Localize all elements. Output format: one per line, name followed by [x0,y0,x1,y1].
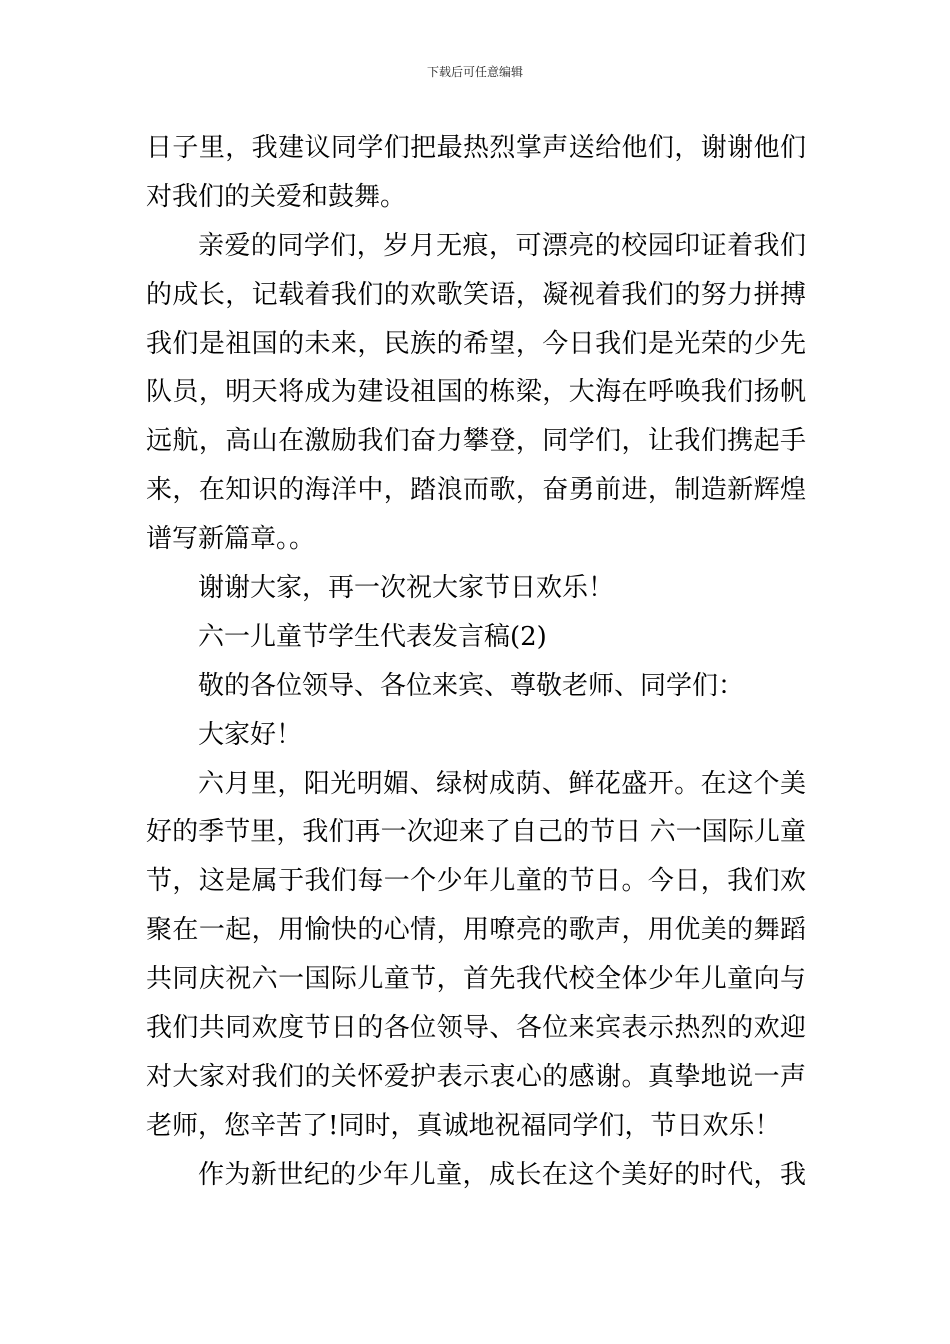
text-line: 共同庆祝六一国际儿童节，首先我代校全体少年儿童向与 [146,964,806,995]
text-line: 节，这是属于我们每一个少年儿童的节日。今日，我们欢 [146,866,806,897]
text-line: 老师，您辛苦了!同时，真诚地祝福同学们，节日欢乐！ [146,1110,781,1141]
text-line: 六月里，阳光明媚、绿树成荫、鲜花盛开。在这个美 [198,768,806,799]
text-line: 对我们的关爱和鼓舞。 [146,181,407,212]
section-title: 六一儿童节学生代表发言稿(2) [198,621,547,652]
text-line: 我们共同欢度节日的各位领导、各位来宾表示热烈的欢迎 [146,1013,806,1044]
document-body [146,124,806,1200]
text-line: 谢谢大家，再一次祝大家节日欢乐！ [198,573,615,604]
text-line: 敬的各位领导、各位来宾、尊敬老师、同学们： [198,670,745,701]
text-line: 队员，明天将成为建设祖国的栋梁，大海在呼唤我们扬帆 [146,377,806,408]
text-line: 我们是祖国的未来，民族的希望，今日我们是光荣的少先 [146,328,806,359]
text-line: 亲爱的同学们，岁月无痕，可漂亮的校园印证着我们 [198,230,806,261]
text-line: 来，在知识的海洋中，踏浪而歌，奋勇前进，制造新辉煌 [146,475,806,506]
text-line: 对大家对我们的关怀爱护表示衷心的感谢。真挚地说一声 [146,1061,806,1092]
text-line: 聚在一起，用愉快的心情，用嘹亮的歌声，用优美的舞蹈 [146,915,806,946]
text-line: 好的季节里，我们再一次迎来了自己的节日 六一国际儿童 [146,817,806,848]
text-line: 作为新世纪的少年儿童，成长在这个美好的时代，我 [198,1159,806,1190]
page-header: 下载后可任意编辑 [426,65,523,79]
text-line: 日子里，我建议同学们把最热烈掌声送给他们，谢谢他们 [146,133,806,163]
text-line: 谱写新篇章。。 [146,524,316,555]
text-line: 远航，高山在激励我们奋力攀登，同学们，让我们携起手 [146,426,806,457]
text-line: 大家好！ [198,719,303,750]
text-line: 的成长，记载着我们的欢歌笑语，凝视着我们的努力拼搏 [146,279,806,310]
